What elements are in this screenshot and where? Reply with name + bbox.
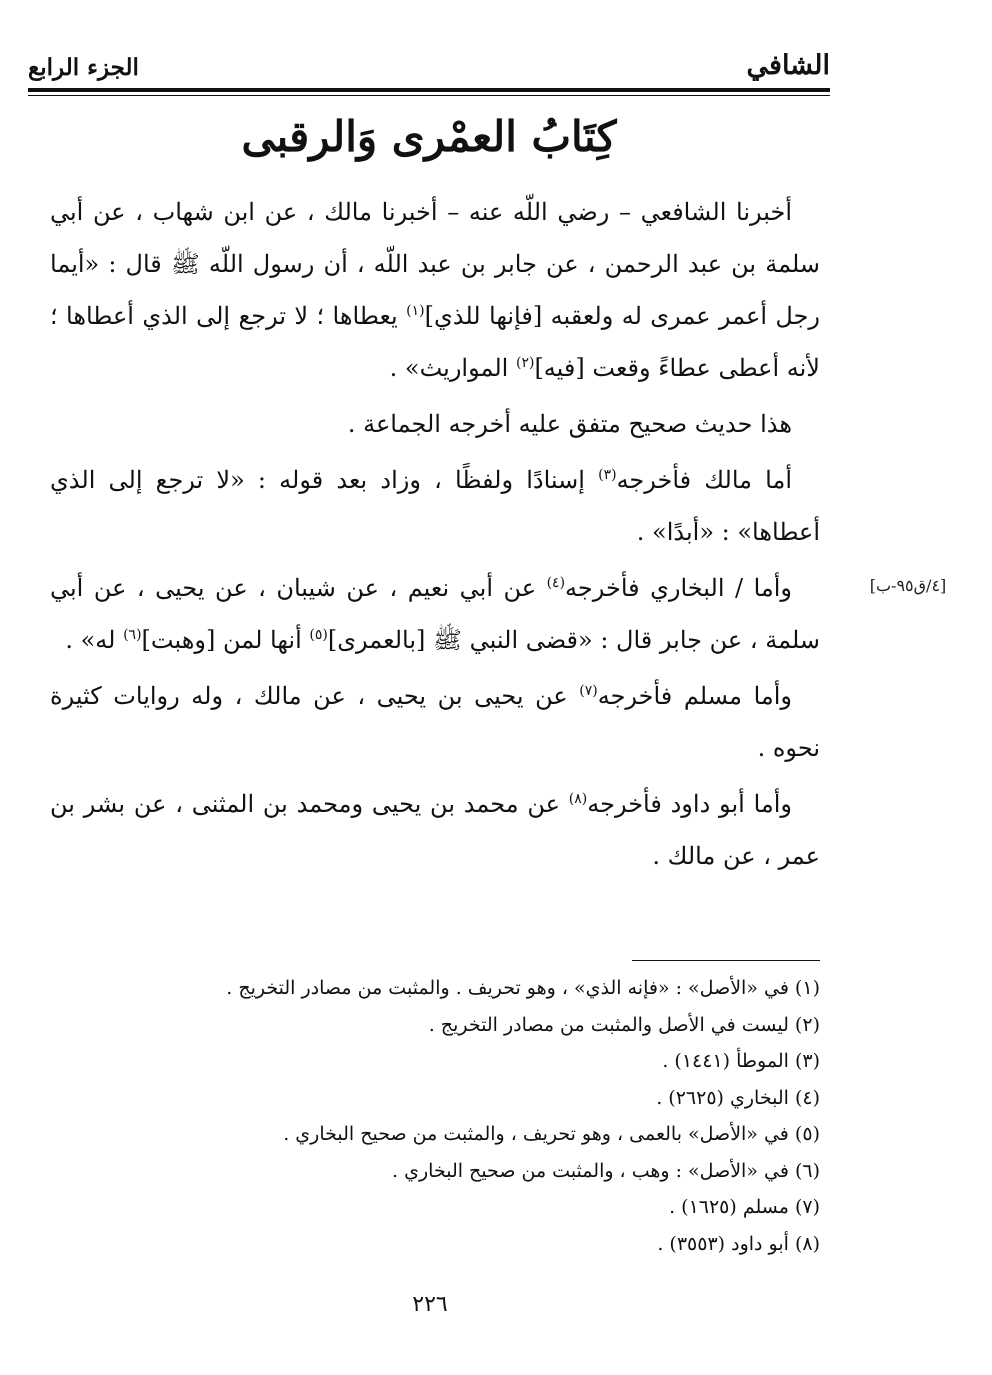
footnote-4: (٤) البخاري (٢٦٢٥) . — [656, 1086, 820, 1109]
text-segment: وأما مسلم فأخرجه — [597, 682, 792, 710]
text-segment: وأما / البخاري فأخرجه — [565, 574, 792, 602]
footnote-2: (٢) ليست في الأصل والمثبت من مصادر التخريج . — [428, 1013, 820, 1036]
manuscript-folio-note: [٤/ق٩٥-ب] — [869, 576, 947, 595]
footnote-ref-3: (٣) — [598, 467, 617, 483]
text-segment: المواريث» . — [389, 354, 516, 382]
footnotes — [50, 970, 820, 1262]
footnote-ref-4: (٤) — [546, 575, 566, 591]
text-segment: عن محمد بن يحيى ومحمد بن المثنى ، عن بشر بن عمر ، عن مالك . — [50, 790, 820, 870]
text-segment: أما مالك فأخرجه — [616, 466, 793, 494]
footnote-7: (٧) مسلم (١٦٢٥) . — [669, 1196, 820, 1218]
text-segment: أخبرنا الشافعي – رضي اللّه عنه – أخبرنا مالك ، عن ابن شهاب ، عن أبي سلمة بن عبد الرحمن ، عن جابر بن عبد اللّه ، أن رسول اللّه ﷺ قال : «أيما رجل أعمر عمرى له ولعقبه [فإنها للذي] — [50, 198, 820, 330]
header-rule-thick — [28, 88, 830, 92]
running-header — [28, 42, 830, 86]
paragraph-5 — [50, 670, 820, 774]
footnote-1: (١) في «الأصل» : «فإنه الذي» ، وهو تحريف . والمثبت من مصادر التخريج . — [226, 977, 820, 999]
chapter-title: كِتَابُ العمْرى وَالرقبى — [241, 112, 617, 161]
text-segment: يعطاها ؛ لا ترجع إلى الذي أعطاها ؛ لأنه أعطى عطاءً وقعت [فيه] — [50, 302, 820, 382]
text-segment: أنها لمن [وهبت] — [141, 626, 310, 654]
header-rule-thin — [28, 95, 830, 96]
text-segment: وأما أبو داود فأخرجه — [587, 790, 793, 818]
paragraph-3 — [50, 454, 820, 558]
footnote-separator — [632, 960, 820, 961]
footnote-ref-1: (١) — [406, 303, 425, 319]
text-segment: له» . — [65, 626, 124, 654]
footnote-ref-8: (٨) — [568, 791, 588, 807]
footnote-5: (٥) في «الأصل» بالعمى ، وهو تحريف ، والمثبت من صحيح البخاري . — [283, 1123, 820, 1145]
paragraph-4 — [50, 562, 820, 666]
paragraph-2 — [50, 398, 820, 450]
volume-label: الجزء الرابع — [28, 54, 139, 81]
footnote-ref-2: (٢) — [515, 355, 535, 371]
footnote-ref-6: (٦) — [123, 627, 142, 643]
book-title: الشافي — [746, 50, 830, 81]
footnote-6: (٦) في «الأصل» : وهب ، والمثبت من صحيح البخاري . — [392, 1159, 820, 1182]
footnote-3: (٣) الموطأ (١٤٤١) . — [662, 1050, 820, 1072]
footnote-8: (٨) أبو داود (٣٥٥٣) . — [657, 1232, 820, 1255]
paragraph-6 — [50, 778, 820, 882]
page-number: ٢٢٦ — [412, 1292, 448, 1317]
text-segment: إسنادًا ولفظًا ، وزاد بعد قوله : «لا ترجع إلى الذي أعطاها» : «أبدًا» . — [50, 466, 820, 546]
footnote-ref-7: (٧) — [579, 683, 598, 699]
text-segment: عن أبي نعيم ، عن شيبان ، عن يحيى ، عن أبي سلمة ، عن جابر قال : «قضى النبي ﷺ [بالعمرى] — [50, 574, 820, 654]
main-text — [50, 186, 820, 886]
paragraph-1 — [50, 186, 820, 394]
text-segment: هذا حديث صحيح متفق عليه أخرجه الجماعة . — [347, 410, 792, 438]
footnote-ref-5: (٥) — [309, 627, 328, 643]
text-segment: عن يحيى بن يحيى ، عن مالك ، وله روايات كثيرة نحوه . — [50, 682, 820, 762]
